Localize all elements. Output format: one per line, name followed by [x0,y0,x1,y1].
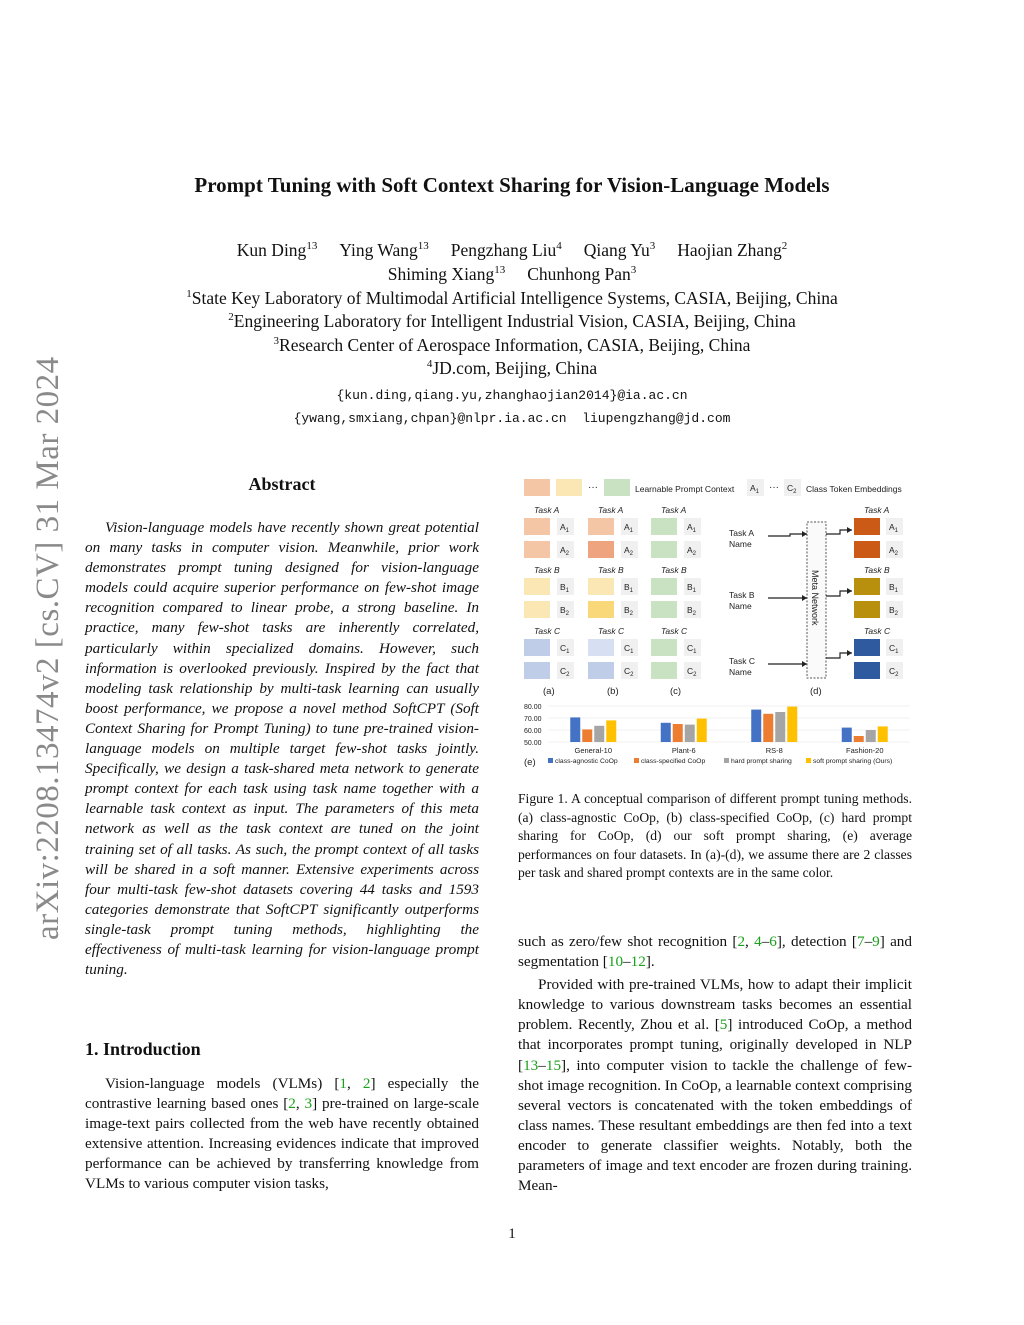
author-name: Ying Wang [339,240,418,260]
citation-link[interactable]: 10 [607,953,624,971]
right-paragraph-2 [518,975,912,1196]
class-token-subscript: 2 [566,672,570,678]
bar [582,729,592,742]
generated-context-cell [854,639,880,656]
generated-context-cell [854,578,880,595]
prompt-context-cell [588,601,614,618]
prompt-context-cell [651,578,677,595]
panel-label: (d) [810,686,822,697]
class-token-label: $A_2$ [687,545,697,557]
bar [751,710,761,742]
text-run: – [623,953,631,971]
prompt-context-cell [651,518,677,535]
class-token-subscript: 2 [692,551,697,557]
bar [866,730,876,742]
author-affiliation-sup: 3 [649,240,656,253]
class-token-label: $B_1$ [624,582,634,594]
intro-body [85,1074,479,1195]
class-token-subscript: 1 [894,588,899,594]
task-name-label: Task B [729,590,755,600]
intro-paragraph [85,1074,479,1195]
generated-context-cell [854,601,880,618]
class-token-label: $C_2$ [624,666,634,678]
bar [606,720,616,742]
abstract-heading: Abstract [248,474,316,494]
prompt-context-cell [651,541,677,558]
prompt-context-cell [651,639,677,656]
bar [763,714,773,742]
class-token-label: $C_1$ [560,643,570,655]
class-token-subscript: 2 [894,551,899,557]
arrow-head [847,588,852,594]
class-token-label: $C_1$ [624,643,634,655]
affiliation-sup: 4 [426,358,433,371]
bar [854,736,864,742]
panel-task-label: Task A [661,505,687,515]
task-name-label: Name [729,667,752,677]
text-run: ] especially the contrastive learning based ones [ [85,1075,479,1113]
text-run: such as zero/few shot recognition [ [518,933,738,950]
text-run: ] pre-trained on large-scale image-text pairs collected from the web have recently obtained extensive attention. Increasing evidences indicate that improved performance can be achieved by transferring knowledge from VLMs to various computer vision tasks, [85,1095,480,1193]
abstract-body [85,518,479,980]
bar [697,719,707,742]
author-affiliation-sup: 13 [417,240,429,253]
affiliation-text: Engineering Laboratory for Intelligent Industrial Vision, CASIA, Beijing, China [233,311,796,331]
y-tick-label: 50.00 [524,740,542,747]
y-tick-label: 60.00 [524,728,542,735]
intro-heading: 1. Introduction [85,1039,201,1059]
legend-context-swatch-1 [524,479,550,496]
legend-token-c2-label: $C_2$ [787,483,797,495]
task-name-label: Name [729,539,752,549]
affiliation-4 [0,358,1024,379]
class-token-label: $C_1$ [889,643,899,655]
text-run: ], detection [ [776,933,857,950]
class-token-label: $C_2$ [560,666,570,678]
panel-d-task-label: Task C [864,626,891,636]
author-affiliation-sup: 3 [630,264,637,277]
panel-d-task-label: Task B [864,565,890,575]
class-token-subscript: 1 [692,588,697,594]
affiliation-2 [0,311,1024,332]
class-token-subscript: 2 [629,611,634,617]
citation-link[interactable]: 4 [754,933,762,950]
class-token-subscript: 1 [629,528,634,534]
class-token-label: $A_2$ [889,545,899,557]
text-run: , [347,1075,363,1092]
panel-task-label: Task C [534,626,561,636]
class-token-label: $A_2$ [624,545,634,557]
meta-network-label: Meta Network [810,570,820,626]
generated-context-cell [854,541,880,558]
class-token-label: $B_2$ [624,605,634,617]
arrow-head [847,527,852,533]
panel-label: (b) [607,686,619,697]
class-token-subscript: 1 [895,649,899,655]
legend-entry: hard prompt sharing [731,758,792,765]
panel-task-label: Task B [661,565,687,575]
class-token-label: $C_2$ [889,666,899,678]
arrow-head [802,595,807,601]
affiliation-1 [0,288,1024,309]
text-run: ] and segmentation [ [518,933,912,971]
class-token-subscript: 1 [630,649,634,655]
class-token-label: $A_2$ [560,545,570,557]
panel-label: (e) [524,757,536,768]
panel-task-label: Task C [598,626,625,636]
author-affiliation-sup: 2 [781,240,788,253]
affiliation-text: Research Center of Aerospace Information, CASIA, Beijing, China [279,335,751,355]
prompt-context-cell [524,639,550,656]
prompt-context-cell [651,601,677,618]
panel-task-label: Task C [661,626,688,636]
bar [787,707,797,742]
legend-learnable-label: Learnable Prompt Context [635,484,735,494]
citation-link[interactable]: 2 [362,1075,371,1092]
panel-label: (a) [543,686,555,697]
text-run: Vision-language models (VLMs) [ [105,1075,340,1092]
bar [673,724,683,742]
class-token-subscript: 1 [692,528,697,534]
prompt-context-cell [524,518,550,535]
legend-entry: class-agnostic CoOp [555,758,618,765]
figure-caption: Figure 1. A conceptual comparison of different prompt tuning methods. (a) class-agnostic CoOp, (b) class-specified CoOp, (c) hard prompt sharing for CoOp, (d) our soft prompt sharing, (e) average performances on four datasets. In (a)-(d), we assume there are 2 classes per task and shared prompt contexts are in the same color. [518,791,912,880]
task-name-label: Name [729,601,752,611]
prompt-context-cell [588,578,614,595]
class-token-subscript: 2 [692,611,697,617]
class-token-label: $B_2$ [560,605,570,617]
class-token-subscript: 2 [629,551,634,557]
bar [570,717,580,742]
text-run: – [864,933,873,950]
citation-link[interactable]: 13 [523,1056,539,1074]
text-run: – [538,1056,546,1074]
legend-token-c2-subscript: 2 [793,489,797,495]
legend-ellipsis: ··· [588,482,598,493]
y-tick-label: 80.00 [524,704,542,711]
x-tick-label: Fashion-20 [845,746,884,755]
prompt-context-cell [651,662,677,679]
legend-ellipsis-2: ··· [769,482,779,493]
arrow-in [768,534,807,536]
text-run: ]. [645,953,655,971]
citation-link[interactable]: 2 [288,1095,296,1113]
citation-link[interactable]: 9 [872,933,880,950]
class-token-label: $B_2$ [889,605,899,617]
class-token-label: $B_1$ [687,582,697,594]
citation-link[interactable]: 5 [719,1016,728,1034]
generated-context-cell [854,662,880,679]
class-token-label: $C_2$ [687,666,697,678]
class-token-subscript: 1 [565,588,570,594]
citation-link[interactable]: 7 [856,933,865,950]
legend-swatch [548,758,553,763]
prompt-context-cell [588,541,614,558]
bar [878,726,888,742]
prompt-context-cell [524,601,550,618]
right-column-body [518,932,912,1196]
author-name: Chunhong Pan [527,264,631,284]
citation-link[interactable]: 12 [630,953,646,971]
class-token-subscript: 2 [630,672,634,678]
x-tick-label: Plant-6 [671,746,696,755]
prompt-context-cell [524,578,550,595]
panel-task-label: Task B [534,565,560,575]
class-token-subscript: 2 [565,551,570,557]
authors-line-2 [0,264,1024,285]
authors-line-1 [0,240,1024,261]
arrow-head [802,531,807,537]
panel-label: (c) [670,686,682,697]
citation-link[interactable]: 6 [769,933,777,950]
figure-1-diagram [518,474,914,774]
class-token-label: $A_1$ [687,522,697,534]
panel-d-task-label: Task A [864,505,890,515]
bar [775,712,785,742]
class-token-subscript: 1 [894,528,899,534]
author-name: Pengzhang Liu [450,240,557,260]
right-paragraph-1 [518,932,912,972]
legend-entry: class-specified CoOp [641,758,706,765]
citation-link[interactable]: 3 [304,1095,313,1113]
task-name-label: Task C [729,656,755,666]
class-token-subscript: 2 [565,611,570,617]
arrow-head [802,661,807,667]
citation-link[interactable]: 1 [339,1075,348,1092]
prompt-context-cell [588,518,614,535]
class-token-subscript: 2 [895,672,899,678]
author-affiliation-sup: 13 [306,240,318,253]
legend-token-a1-subscript: 1 [755,489,760,495]
author-name: Qiang Yu [583,240,650,260]
text-run: ] introduced CoOp, a method that incorporates prompt tuning, originally developed in NLP [ [518,1016,912,1074]
y-tick-label: 70.00 [524,716,542,723]
citation-link[interactable]: 2 [737,933,746,950]
text-run: Provided with pre-trained VLMs, how to adapt their implicit knowledge to various downstream tasks becomes an essential problem. Recently, Zhou et al. [ [518,976,912,1034]
text-run: , [295,1095,305,1113]
x-tick-label: General-10 [574,746,613,755]
affiliation-sup: 2 [228,311,234,324]
class-token-label: $A_1$ [560,522,570,534]
legend-context-swatch-3 [604,479,630,496]
author-affiliation-sup: 4 [556,240,562,253]
prompt-context-cell [588,662,614,679]
bar [594,726,604,742]
affiliation-sup: 1 [186,288,192,301]
author-affiliation-sup: 13 [494,264,506,277]
text-run: ], into computer vision to tackle the challenge of few-shot image recognition. In CoOp, a learnable context comprising several vectors is concatenated with the token embeddings of class names. These resultant embeddings are then fed into a text encoder to generate classifier weights. Notably, both the parameters of image and text encoder are frozen during training. Mean- [518,1056,912,1195]
class-token-subscript: 2 [894,611,899,617]
class-token-subscript: 2 [693,672,697,678]
email-line-2: {ywang,smxiang,chpan}@nlpr.ia.ac.cn liupengzhang@jd.com [293,411,731,426]
affiliation-text: State Key Laboratory of Multimodal Artificial Intelligence Systems, CASIA, Beijing, China [191,288,838,308]
arrow-head [847,650,852,656]
text-run: , [745,933,755,950]
author-name: Haojian Zhang [677,240,782,260]
affiliation-text: JD.com, Beijing, China [432,358,598,378]
legend-swatch [724,758,729,763]
citation-link[interactable]: 15 [545,1056,562,1074]
class-token-subscript: 1 [565,528,570,534]
legend-entry: soft prompt sharing (Ours) [813,758,893,765]
bar [685,725,695,742]
legend-class-token-label: Class Token Embeddings [806,484,902,494]
x-tick-label: RS-8 [765,746,783,755]
author-name: Shiming Xiang [387,264,495,284]
arxiv-sidebar-stamp: arXiv:2208.13474v2 [cs.CV] 31 Mar 2024 [30,356,66,940]
legend-swatch [634,758,639,763]
class-token-subscript: 1 [566,649,570,655]
prompt-context-cell [524,541,550,558]
legend-token-a1-label: $A_1$ [750,483,760,495]
class-token-label: $B_2$ [687,605,697,617]
generated-context-cell [854,518,880,535]
author-name: Kun Ding [236,240,307,260]
email-line-1: {kun.ding,qiang.yu,zhanghaojian2014}@ia.ac.cn [336,388,688,403]
class-token-label: $B_1$ [560,582,570,594]
panel-task-label: Task B [598,565,624,575]
legend-swatch [806,758,811,763]
class-token-label: $B_1$ [889,582,899,594]
bar [842,728,852,742]
affiliation-sup: 3 [273,335,280,348]
page-number: 1 [508,1226,516,1242]
panel-task-label: Task A [534,505,560,515]
class-token-label: $C_1$ [687,643,697,655]
class-token-subscript: 1 [693,649,697,655]
affiliation-3 [0,335,1024,356]
abstract-paragraph: Vision-language models have recently shown great potential on many tasks in computer vision. Meanwhile, prior work demonstrates prompt tuning designed for vision-language models could acquire superior performance on few-shot image recognition compared to linear probe, a strong baseline. In practice, many few-shot tasks are inherently correlated, particularly within specialized domains. However, such information is overlooked previously. Inspired by the fact that modeling task relationship by multi-task learning can usually boost performance, we propose a novel method SoftCPT (Soft Context Sharing for Prompt Tuning) to tune pre-trained vision-language models on multiple target few-shot tasks jointly. Specifically, we design a task-shared meta network to generate prompt context for each task using task name together with a learnable task context as input. The parameters of this meta network as well as the task context are tuned on the joint training set of all tasks. As such, the prompt context of all tasks will be shared in a soft manner. Extensive experiments across four multi-task few-shot datasets covering 44 tasks and 1593 categories demonstrate that SoftCPT significantly outperforms single-task prompt tuning methods, highlighting the effectiveness of multi-task learning for vision-language prompt tuning. [85,519,479,979]
panel-task-label: Task A [598,505,624,515]
prompt-context-cell [524,662,550,679]
class-token-subscript: 1 [629,588,634,594]
paper-title: Prompt Tuning with Soft Context Sharing for Vision-Language Models [194,173,830,197]
class-token-label: $A_1$ [624,522,634,534]
class-token-label: $A_1$ [889,522,899,534]
bar [661,723,671,742]
prompt-context-cell [588,639,614,656]
text-run: – [761,933,770,950]
task-name-label: Task A [729,528,755,538]
legend-context-swatch-2 [556,479,582,496]
